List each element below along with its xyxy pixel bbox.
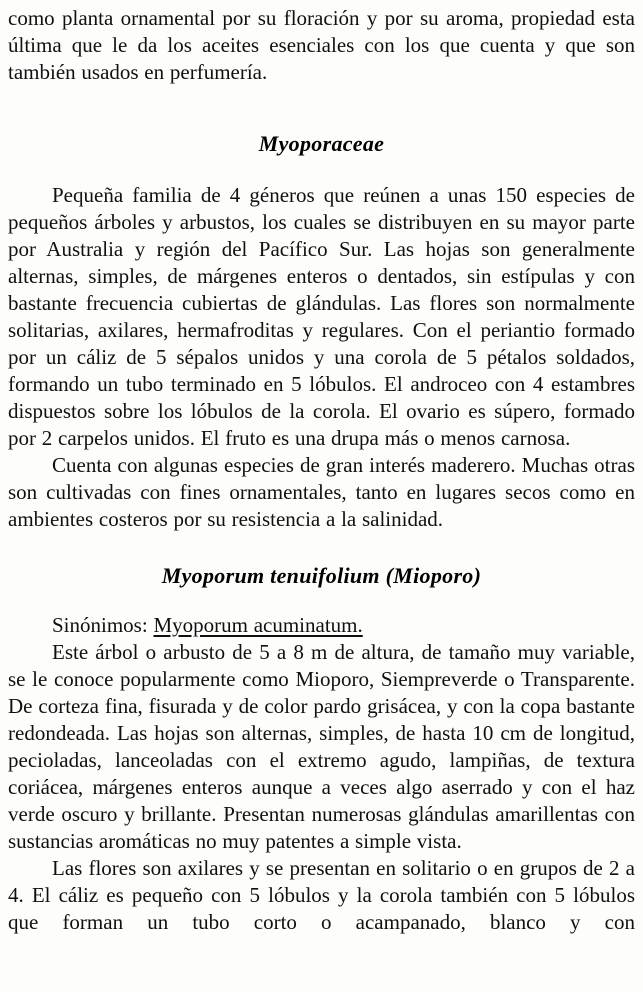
family-uses-paragraph: Cuenta con algunas especies de gran interés maderero. Muchas otras son cultivadas con fines ornamentales, tanto en lugares secos como en ambientes costeros por su resistencia a la salinidad. bbox=[8, 453, 635, 531]
species-heading: Myoporum tenuifolium (Mioporo) bbox=[161, 563, 482, 588]
synonyms-species-name: Myoporum acuminatum. bbox=[153, 613, 363, 637]
intro-paragraph: como planta ornamental por su floración y por su aroma, propiedad esta última que le da los aceites esenciales con los que cuenta y que son también usados en perfumería. bbox=[8, 6, 635, 84]
family-heading: Myoporaceae bbox=[258, 131, 385, 156]
synonyms-label: Sinónimos: bbox=[52, 613, 154, 637]
family-description-paragraph: Pequeña familia de 4 géneros que reúnen a unas 150 especies de pequeños árboles y arbustos, los cuales se distribuyen en su mayor parte por Australia y región del Pacífico Sur. Las hojas son generalmente alternas, simples, de márgenes enteros o dentados, sin estípulas y con bastante frecuencia cubiertas de glándulas. Las flores son normalmente solitarias, axilares, hermafroditas y regulares. Con el periantio formado por un cáliz de 5 sépalos unidos y una corola de 5 pétalos soldados, formando un tubo terminado en 5 lóbulos. El androceo con 4 estambres dispuestos sobre los lóbulos de la corola. El ovario es súpero, formado por 2 carpelos unidos. El fruto es una drupa más o menos carnosa. bbox=[8, 183, 635, 450]
synonyms-line bbox=[8, 612, 635, 639]
species-flowers-paragraph: Las flores son axilares y se presentan en solitario o en grupos de 2 a 4. El cáliz es pequeño con 5 lóbulos y la corola también con 5 lóbulos que forman un tubo corto o acampanado, blanco y con bbox=[8, 856, 635, 934]
species-description-paragraph: Este árbol o arbusto de 5 a 8 m de altura, de tamaño muy variable, se le conoce popularmente como Mioporo, Siempreverde o Transparente. De corteza fina, fisurada y de color pardo grisácea, y con la copa bastante redondeada. Las hojas son alternas, simples, de hasta 10 cm de longitud, pecioladas, lanceoladas con el extremo agudo, lampiñas, de textura coriácea, márgenes enteros aunque a veces algo aserrado y con el haz verde oscuro y brillante. Presentan numerosas glándulas amarillentas con sustancias aromáticas no muy patentes a simple vista. bbox=[8, 640, 635, 853]
